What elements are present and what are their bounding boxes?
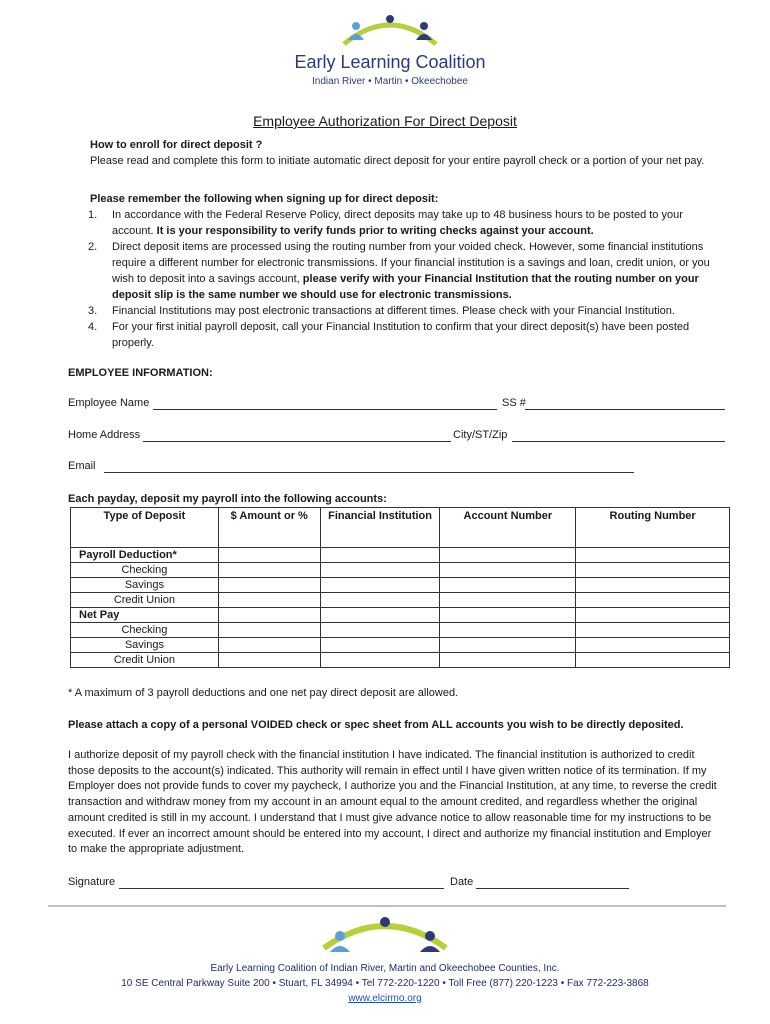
org-logo <box>290 14 490 94</box>
remember-heading: Please remember the following when signing up for direct deposit: <box>90 193 439 205</box>
table-cell[interactable] <box>440 593 576 608</box>
list-number: 3. <box>88 305 98 317</box>
org-name: Early Learning Coalition <box>294 52 486 72</box>
table-cell[interactable] <box>218 593 320 608</box>
home-address-field[interactable] <box>143 441 451 442</box>
table-cell[interactable] <box>218 608 320 623</box>
list-item <box>88 239 718 303</box>
remember-list <box>88 207 718 351</box>
table-cell[interactable] <box>576 623 730 638</box>
home-address-label: Home Address <box>68 429 141 441</box>
list-number: 1. <box>88 209 98 221</box>
table-cell[interactable] <box>576 563 730 578</box>
email-label: Email <box>68 460 96 472</box>
deposit-accounts-table <box>70 507 730 668</box>
table-header-row <box>71 508 730 548</box>
table-cell[interactable] <box>440 638 576 653</box>
table-row <box>71 548 730 563</box>
table-cell[interactable] <box>320 578 440 593</box>
footer-divider <box>48 905 726 907</box>
list-bold-text: please verify with your Financial Institution that the routing number on your deposit slip is the same number we should use for electronic transmissions. <box>112 273 699 301</box>
table-cell[interactable] <box>440 563 576 578</box>
column-header: Routing Number <box>576 508 730 548</box>
net-pay-group: Net Pay <box>71 608 219 623</box>
column-header: Type of Deposit <box>71 508 219 548</box>
table-cell[interactable] <box>218 638 320 653</box>
attach-note: Please attach a copy of a personal VOIDED check or spec sheet from ALL accounts you wish to be directly deposited. <box>68 719 684 731</box>
deposit-type-savings: Savings <box>71 578 219 593</box>
column-header: $ Amount or % <box>218 508 320 548</box>
city-state-zip-field[interactable] <box>512 441 725 442</box>
list-bold-text: It is your responsibility to verify funds prior to writing checks against your account. <box>156 225 594 237</box>
table-cell[interactable] <box>440 653 576 668</box>
column-header: Account Number <box>440 508 576 548</box>
table-cell[interactable] <box>320 548 440 563</box>
email-field[interactable] <box>104 472 634 473</box>
deposit-type-credit-union: Credit Union <box>71 593 219 608</box>
org-subtitle: Indian River • Martin • Okeechobee <box>312 76 468 87</box>
footer-logo-figures-icon <box>310 912 460 958</box>
table-cell[interactable] <box>218 563 320 578</box>
list-text: In accordance with the Federal Reserve Policy, direct deposits may take up to 48 business hours to be posted to your account. <box>112 209 683 237</box>
ss-field[interactable] <box>525 409 725 410</box>
deposit-type-savings: Savings <box>71 638 219 653</box>
date-field[interactable] <box>476 888 629 889</box>
table-cell[interactable] <box>320 623 440 638</box>
list-text: For your first initial payroll deposit, call your Financial Institution to confirm that your direct deposit(s) have been posted properly. <box>112 321 690 349</box>
enroll-text: Please read and complete this form to initiate automatic direct deposit for your entire payroll check or a portion of your net pay. <box>90 155 705 167</box>
column-header: Financial Institution <box>320 508 440 548</box>
table-cell[interactable] <box>320 638 440 653</box>
footnote: * A maximum of 3 payroll deductions and one net pay direct deposit are allowed. <box>68 687 459 699</box>
logo-figures-icon <box>334 14 446 54</box>
signature-label: Signature <box>68 876 116 888</box>
table-cell[interactable] <box>440 578 576 593</box>
list-number: 2. <box>88 241 98 253</box>
employee-heading: EMPLOYEE INFORMATION: <box>68 367 213 379</box>
table-cell[interactable] <box>440 623 576 638</box>
table-cell[interactable] <box>320 593 440 608</box>
table-cell[interactable] <box>218 653 320 668</box>
city-state-zip-label: City/ST/Zip <box>453 429 508 441</box>
table-cell[interactable] <box>576 608 730 623</box>
deposit-type-checking: Checking <box>71 563 219 578</box>
table-cell[interactable] <box>218 578 320 593</box>
date-label: Date <box>450 876 474 888</box>
employee-name-label: Employee Name <box>68 397 150 409</box>
list-item <box>88 319 718 351</box>
table-row <box>71 608 730 623</box>
signature-field[interactable] <box>119 888 444 889</box>
table-row <box>71 623 730 638</box>
table-cell[interactable] <box>576 593 730 608</box>
table-cell[interactable] <box>440 608 576 623</box>
footer-org-line: Early Learning Coalition of Indian River, Martin and Okeechobee Counties, Inc. <box>210 963 560 974</box>
table-row <box>71 578 730 593</box>
table-cell[interactable] <box>440 548 576 563</box>
authorization-paragraph: I authorize deposit of my payroll check with the financial institution I have indicated. The financial institution is authorized to credit those deposits to the account(s) indicated. This authority will remain in effect until I have given written notice of its termination. If my Employer does not provide funds to cover my paycheck, I authorize you and the Financial Institution, at any time, to reverse the credit transaction and withdraw money from my account in an amount equal to the amount credited, and regardless whether the original amount credited is still in my account. I understand that I must give advance notice to allow reasonable time for my instructions to be executed. If ever an incorrect amount should be entered into my account, I direct and authorize my financial institution and Employer to make the appropriate adjustment. <box>68 749 717 856</box>
table-row <box>71 563 730 578</box>
table-cell[interactable] <box>320 563 440 578</box>
table-cell[interactable] <box>576 638 730 653</box>
ss-label: SS # <box>502 397 526 409</box>
list-number: 4. <box>88 321 98 333</box>
accounts-heading: Each payday, deposit my payroll into the following accounts: <box>68 493 387 505</box>
table-row <box>71 638 730 653</box>
table-cell[interactable] <box>218 548 320 563</box>
enroll-heading: How to enroll for direct deposit ? <box>90 139 263 151</box>
footer-logo <box>310 912 460 963</box>
footer-website-link[interactable]: www.elcirmo.org <box>348 993 422 1004</box>
form-title: Employee Authorization For Direct Deposit <box>253 113 517 129</box>
table-cell[interactable] <box>320 608 440 623</box>
payroll-deduction-group: Payroll Deduction* <box>71 548 219 563</box>
list-item <box>88 303 718 319</box>
list-item <box>88 207 718 239</box>
table-row <box>71 593 730 608</box>
footer-address-line: 10 SE Central Parkway Suite 200 • Stuart, FL 34994 • Tel 772-220-1220 • Toll Free (877) 220-1223 • Fax 772-223-3868 <box>121 978 649 989</box>
table-cell[interactable] <box>576 653 730 668</box>
table-row <box>71 653 730 668</box>
list-text: Financial Institutions may post electronic transactions at different times. Please check with your Financial Institution. <box>112 305 675 317</box>
deposit-type-checking: Checking <box>71 623 219 638</box>
table-cell[interactable] <box>320 653 440 668</box>
table-cell[interactable] <box>576 578 730 593</box>
employee-name-field[interactable] <box>153 409 497 410</box>
table-cell[interactable] <box>576 548 730 563</box>
list-text: Direct deposit items are processed using the routing number from your voided check. However, some financial institutions require a different number for electronic transmissions. If your financial institution is a savings and loan, credit union, or you wish to deposit into a savings account, <box>112 241 710 285</box>
table-cell[interactable] <box>218 623 320 638</box>
deposit-type-credit-union: Credit Union <box>71 653 219 668</box>
